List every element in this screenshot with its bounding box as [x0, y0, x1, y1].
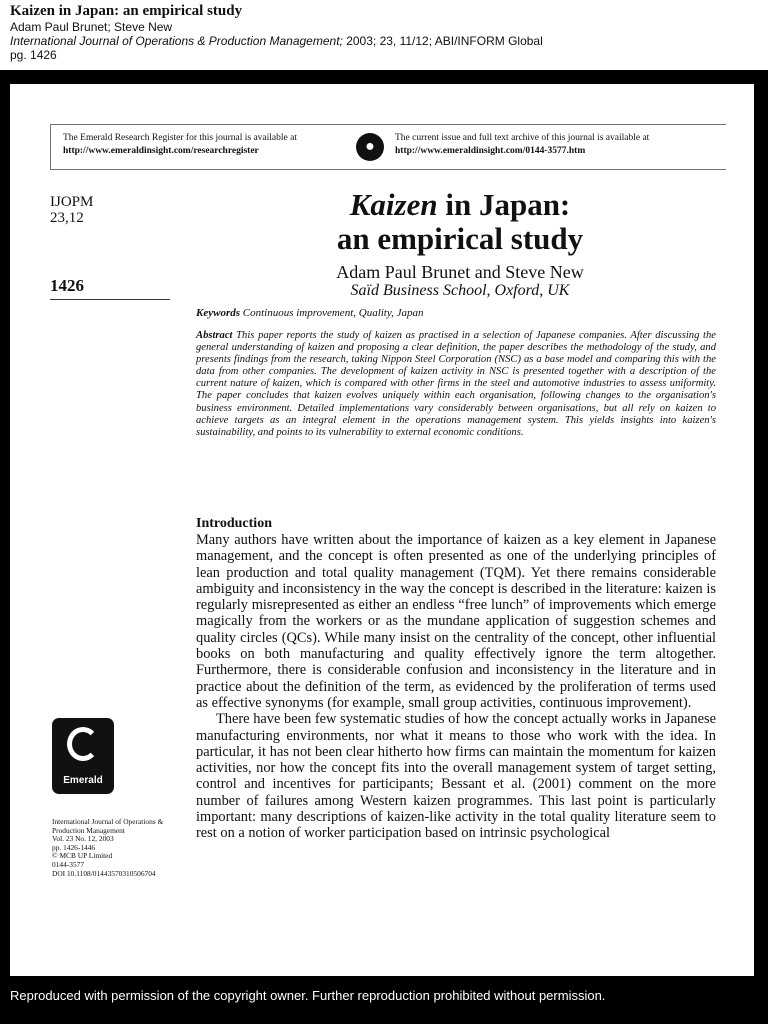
page-number: 1426 [50, 276, 170, 300]
emerald-ring-icon [67, 727, 99, 761]
intro-paragraph-2: There have been few systematic studies of how the concept actually works in Japanese manufacturing environments, nor what it means to those who work with the idea. In particular, it has not been clear hitherto how firms can maintain the momentum for kaizen activities, nor how the concept fits into the overall management system of target setting, control and incentives for participants; Bessant et al. (2001) comment on the more number of failures among Western kaizen programmes. This last point is particularly important: many descriptions of kaizen-like activity in the total quality literature seem to rest on a notion of worker participation based on intrinsic psychological [196, 711, 716, 842]
pubinfo-line: pp. 1426-1446 [52, 842, 96, 852]
journal-code: IJOPM [50, 194, 94, 210]
publication-info [52, 818, 192, 878]
pubinfo-line: 0144-3577 [52, 859, 85, 869]
article-title-italic: Kaizen [349, 187, 438, 222]
article-title-rest: in Japan: [437, 187, 571, 222]
keywords-label: Keywords [196, 307, 240, 319]
introduction-body [196, 532, 716, 842]
emerald-logo-name: Emerald [63, 775, 103, 786]
pubinfo-line: © MCB UP Limited [52, 851, 113, 861]
abstract-text: This paper reports the study of kaizen as practised in a selection of Japanese companies. After discussing the general understanding of kaizen and proposing a clear definition, the paper describes the methodology of the study, and presents findings from the research, taking Nippon Steel Corporation (NSC) as a base model and comparing this with the data from other companies. The development of kaizen activity in NSC is presented together with a description of the current nature of kaizen, which is compared with other firms in the steel and automotive industries to assess uniformity. The paper concludes that kaizen evolves uniquely within each organisation, following changes to the organisation's business environment. Detailed implementations vary considerably between organisations, but all rely on kaizen to achieve targets as an integral element in the operations management system. This yields insights into kaizen's sustainability, and points to its vulnerability to external economic conditions. [196, 330, 716, 438]
register-right-text: The current issue and full text archive of this journal is available at [395, 133, 650, 143]
document-authors: Adam Paul Brunet; Steve New [10, 20, 173, 34]
register-left-url: http://www.emeraldinsight.com/researchregister [63, 146, 259, 156]
journal-volume: 23,12 [50, 210, 84, 226]
article-title-line2: an empirical study [336, 221, 584, 256]
scanned-page [10, 84, 754, 976]
keywords-text: Continuous improvement, Quality, Japan [240, 307, 424, 319]
document-header [0, 0, 768, 70]
introduction-heading: Introduction [196, 516, 272, 531]
article-title [250, 188, 670, 256]
emerald-register-box [50, 124, 726, 170]
pubinfo-line: International Journal of Operations & [52, 817, 164, 826]
register-right [395, 132, 649, 158]
article-authors: Adam Paul Brunet and Steve New [336, 262, 584, 282]
journal-details: 2003; 23, 11/12; ABI/INFORM Global [342, 34, 543, 48]
article-affiliation: Saïd Business School, Oxford, UK [350, 282, 570, 299]
journal-sidebar [50, 194, 93, 226]
pubinfo-line: DOI 10.1108/01443570310506704 [52, 868, 156, 878]
document-page: pg. 1426 [10, 48, 57, 62]
register-left-text: The Emerald Research Register for this journal is available at [63, 133, 297, 143]
register-right-url: http://www.emeraldinsight.com/0144-3577.htm [395, 146, 586, 156]
emerald-logo-icon [52, 718, 114, 794]
copyright-footer: Reproduced with permission of the copyright owner. Further reproduction prohibited without permission. [10, 988, 606, 1003]
pubinfo-line: Production Management [52, 825, 125, 835]
globe-icon: ● [356, 133, 384, 161]
intro-paragraph-1: Many authors have written about the importance of kaizen as a key element in Japanese management, and the concept is often presented as one of the underlying principles of lean production and total quality management (TQM). Yet there remains considerable ambiguity and inconsistency in the way the concept is described in the literature: kaizen is regularly misrepresented as either an endless “free lunch” of improvements which emerge magically from the workers or as the mundane application of suggestion schemes and quality circles (QCs). While many insist on the centrality of the concept, other influential books on both manufacturing and quality effectively ignore the term altogether. Furthermore, there is considerable confusion and inconsistency in the literature and in practice about the definition of the term, as evidenced by the proliferation of terms used as effective synonyms (for example, small group activities, continuous improvement). [196, 532, 716, 711]
abstract [196, 330, 716, 439]
keywords [196, 307, 424, 319]
register-left [63, 132, 297, 158]
document-journal [10, 34, 758, 48]
journal-name: International Journal of Operations & Production Management; [10, 34, 343, 48]
abstract-label: Abstract [196, 330, 233, 341]
document-title: Kaizen in Japan: an empirical study [10, 3, 243, 19]
pubinfo-line: Vol. 23 No. 12, 2003 [52, 834, 114, 844]
